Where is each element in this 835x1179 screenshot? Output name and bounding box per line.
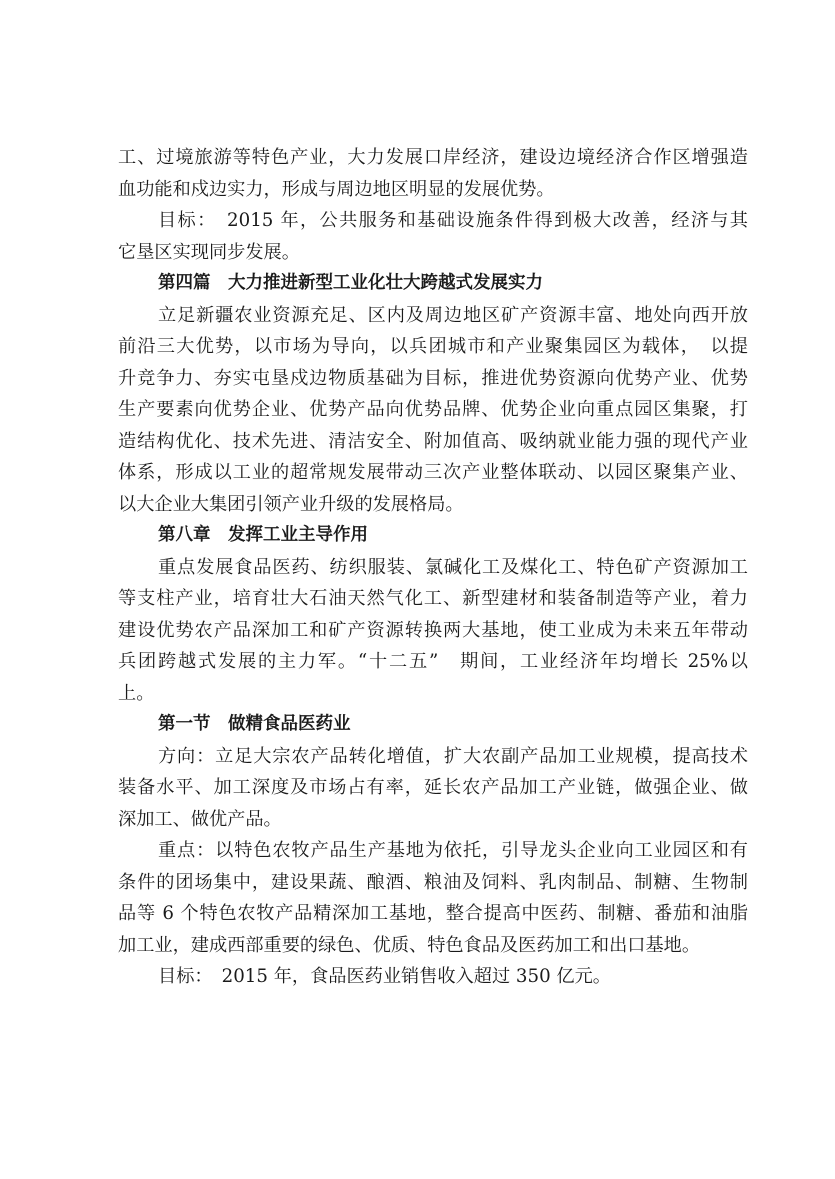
text-line: 等支柱产业，培育壮大石油天然气化工、新型建材和装备制造等产业，着力	[118, 588, 748, 609]
text-line: 血功能和戍边实力，形成与周边地区明显的发展优势。	[118, 178, 555, 200]
target-paragraph	[118, 205, 748, 268]
text-line: 目标： 2015 年，食品医药业销售收入超过 350 亿元。	[158, 966, 611, 987]
text-line: 体系，形成以工业的超常规发展带动三次产业整体联动、以园区聚集产业、	[118, 462, 748, 483]
text-line: 造结构优化、技术先进、清洁安全、附加值高、吸纳就业能力强的现代产业	[118, 430, 748, 452]
text-line: 工、过境旅游等特色产业，大力发展口岸经济，建设边境经济合作区增强造	[118, 147, 748, 168]
direction-paragraph	[118, 741, 748, 836]
text-line: 深加工、做优产品。	[118, 808, 282, 830]
document-page	[118, 142, 748, 993]
chapter-body-paragraph	[118, 552, 748, 710]
text-line: 品等 6 个特色农牧产品精深加工基地，整合提高中医药、制糖、番茄和油脂	[118, 903, 748, 924]
text-line: 上。	[118, 682, 155, 704]
text-line: 生产要素向优势企业、优势产品向优势品牌、优势企业向重点园区集聚，打	[118, 399, 748, 420]
text-line: 立足新疆农业资源充足、区内及周边地区矿产资源丰富、地处向西开放	[158, 304, 748, 326]
chapter-heading: 第八章 发挥工业主导作用	[158, 525, 368, 545]
text-line: 条件的团场集中，建设果蔬、酿酒、粮油及饲料、乳肉制品、制糖、生物制	[118, 871, 748, 893]
text-line: 方向：立足大宗农产品转化增值，扩大农副产品加工业规模，提高技术	[158, 745, 748, 767]
text-line: 装备水平、加工深度及市场占有率，延长农产品加工产业链，做强企业、做	[118, 777, 748, 798]
text-line: 建设优势农产品深加工和矿产资源转换两大基地，使工业成为未来五年带动	[118, 619, 748, 641]
text-line: 前沿三大优势，以市场为导向，以兵团城市和产业聚集园区为载体， 以提	[118, 336, 748, 357]
text-line: 加工业，建成西部重要的绿色、优质、特色食品及医药加工和出口基地。	[118, 934, 701, 956]
text-line: 重点发展食品医药、纺织服装、氯碱化工及煤化工、特色矿产资源加工	[158, 556, 748, 578]
intro-paragraph	[118, 142, 748, 205]
part-heading: 第四篇 大力推进新型工业化壮大跨越式发展实力	[158, 273, 543, 293]
text-line: 重点：以特色农牧产品生产基地为依托，引导龙头企业向工业园区和有	[158, 840, 748, 861]
focus-paragraph	[118, 835, 748, 961]
target-paragraph	[118, 961, 748, 993]
text-line: 以大企业大集团引领产业升级的发展格局。	[118, 493, 464, 515]
text-line: 升竞争力、夯实屯垦戍边物质基础为目标，推进优势资源向优势产业、优势	[118, 367, 748, 389]
text-line: 目标： 2015 年，公共服务和基础设施条件得到极大改善，经济与其	[158, 210, 748, 231]
text-line: 兵团跨越式发展的主力军。“十二五” 期间，工业经济年均增长 25%以	[118, 651, 748, 672]
text-line: 它垦区实现同步发展。	[118, 241, 300, 263]
section-heading: 第一节 做精食品医药业	[158, 714, 351, 734]
part-body-paragraph	[118, 300, 748, 521]
